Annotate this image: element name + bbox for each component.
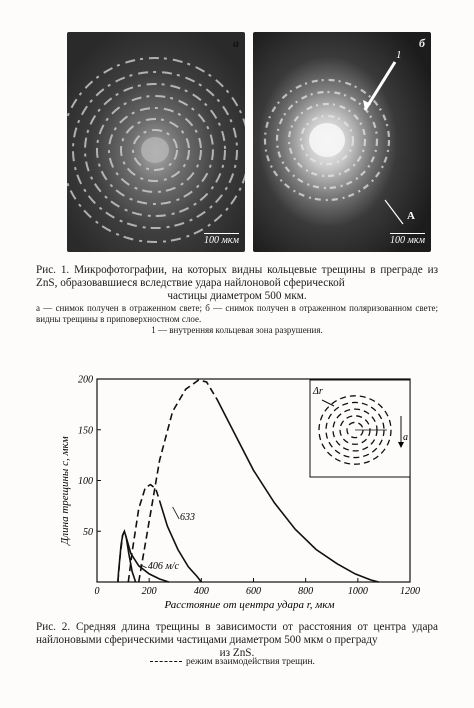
- scale-bar-a: 100 мкм: [204, 235, 239, 246]
- y-axis-label: Длина трещины c, мкм: [59, 436, 71, 545]
- marker-1: 1: [396, 49, 402, 61]
- figure2-caption-text: Рис. 2. Средняя длина трещины в зависимости от расстояния от центра удара найлоновыми сферическими частицами диаметром 500 мкм о преграду: [36, 621, 438, 646]
- figure2-legend: [150, 657, 315, 667]
- figure1-notes: [36, 303, 438, 336]
- series-dashed-2: [139, 380, 217, 582]
- figure2-caption-text-end: из ZnS.: [219, 647, 255, 659]
- x-tick-label: 1000: [347, 586, 368, 597]
- x-tick-label: 0: [94, 586, 100, 597]
- micrograph-b: [253, 32, 431, 252]
- figure2-caption: [36, 621, 438, 660]
- y-tick-label: 150: [78, 425, 93, 437]
- x-tick-label: 200: [141, 586, 157, 597]
- x-tick-label: 400: [193, 586, 209, 597]
- crack-length-chart: [0, 360, 474, 620]
- figure1-caption-text: Микрофотографии, на которых видны кольцевые трещины в преграде из ZnS, образовавшиеся вследствие удара найлоновой сферической: [36, 264, 438, 289]
- series-label: 633: [179, 512, 195, 524]
- inset-a-label: a: [403, 432, 408, 443]
- figure1-caption-main: [36, 264, 438, 303]
- figure1-note-ab: а — снимок получен в отраженном свете; б — снимок получен в отраженном поляризованном свете; видны трещины в приповерхностном слое.: [36, 303, 438, 324]
- x-tick-label: 600: [246, 586, 261, 597]
- figure1-caption: [36, 264, 438, 303]
- inset-frame: [310, 380, 410, 477]
- panel-a-letter: а: [233, 36, 239, 50]
- series-label: 406 м/с: [147, 560, 179, 572]
- figure1-note-1: 1 — внутренняя кольцевая зона разрушения.: [151, 325, 323, 335]
- x-tick-label: 1200: [400, 586, 420, 597]
- panel-b-letter: б: [419, 36, 425, 50]
- series-label-leader: [173, 507, 180, 519]
- figure1-caption-text-end: частицы диаметром 500 мкм.: [167, 290, 307, 302]
- y-tick-label: 50: [83, 526, 93, 538]
- marker-A: A: [407, 210, 415, 222]
- y-tick-label: 100: [78, 476, 93, 487]
- figure1-label: Рис. 1.: [36, 264, 70, 276]
- inset-delta-r-label: Δr: [313, 386, 323, 397]
- x-tick-label: 800: [298, 586, 314, 597]
- scale-bar-b: 100 мкм: [390, 235, 425, 246]
- x-axis-label: Расстояние от центра удара r, мкм: [164, 599, 335, 611]
- dashed-line-sample: [150, 661, 182, 662]
- figure2-legend-text: режим взаимодействия трещин.: [186, 657, 315, 667]
- micrograph-a: [67, 32, 245, 252]
- y-tick-label: 200: [78, 374, 93, 386]
